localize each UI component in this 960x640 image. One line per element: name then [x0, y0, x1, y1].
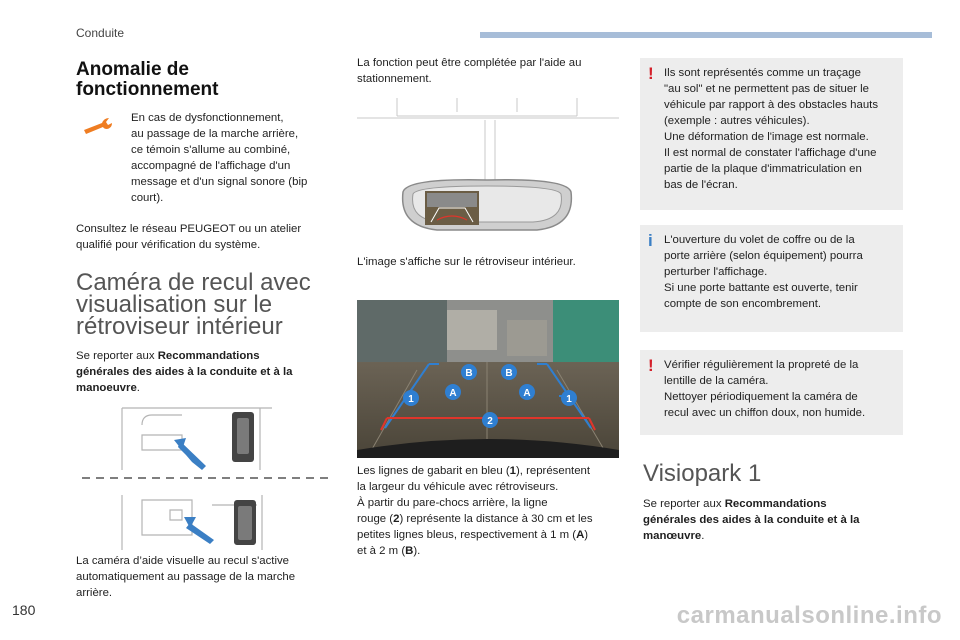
guide-label-b-left — [461, 364, 477, 380]
svg-text:1: 1 — [408, 394, 414, 405]
guide-lines-text: Les lignes de gabarit en bleu (1), représentent la largeur du véhicule avec rétroviseurs. À partir du pare-chocs arrière, la ligne rouge (2) représente la distance à 30 cm et les petites lignes bleus, respectivement à 1 m (A) et à 2 m (B). — [357, 465, 593, 557]
camera-caption: La caméra d’aide visuelle au recul s'active automatiquement au passage de la marche arrière. — [76, 555, 296, 599]
intro-text: La fonction peut être complétée par l'aide au stationnement. — [357, 57, 582, 85]
mirror-illustration — [357, 96, 619, 238]
svg-text:A: A — [449, 388, 457, 399]
guide-label-1-right — [561, 390, 577, 406]
guide-label-a-right — [519, 384, 535, 400]
warning-icon: ! — [648, 64, 654, 83]
watermark: carmanualsonline.info — [676, 602, 942, 629]
warning-text: Ils sont représentés comme un traçage "au sol" et ne permettent pas de situer le véhicule par rapport à des obstacles hauts (exemple : autres véhicules). Une déformation de l'image est normale. Il est normal de constater l'affichage d'une partie de la plaque d'immatriculation en bas de l'écran. — [664, 67, 879, 191]
visiopark-heading: Visiopark 1 — [643, 460, 762, 487]
camera-view-illustration — [357, 300, 619, 458]
header-accent-bar — [480, 32, 932, 38]
svg-text:2: 2 — [487, 416, 493, 427]
info-icon: i — [648, 231, 653, 250]
warning-icon: ! — [648, 356, 654, 375]
info-box-door — [640, 225, 903, 332]
camera-refer-text: Se reporter aux Recommandations générales des aides à la conduite et à la manoeuvre. — [76, 350, 293, 394]
warning-text: Vérifier régulièrement la propreté de la lentille de la caméra. Nettoyer périodiquement la caméra de recul avec un chiffon doux, non humide. — [664, 359, 866, 419]
guide-label-1-left — [403, 390, 419, 406]
warning-box-display — [640, 58, 903, 210]
warning-box-lens — [640, 350, 903, 435]
guide-label-b-right — [501, 364, 517, 380]
svg-text:B: B — [465, 368, 473, 379]
guide-label-a-left — [445, 384, 461, 400]
consult-text: Consultez le réseau PEUGEOT ou un atelier qualifié pour vérification du système. — [76, 223, 302, 251]
svg-text:A: A — [523, 388, 531, 399]
mirror-caption: L'image s'affiche sur le rétroviseur intérieur. — [357, 256, 576, 268]
anomaly-heading: Anomalie de fonctionnement — [76, 59, 219, 100]
wrench-icon — [82, 116, 114, 136]
chapter-title: Conduite — [76, 26, 125, 40]
camera-heading: Caméra de recul avec visualisation sur le rétroviseur intérieur — [76, 269, 311, 340]
visiopark-refer-text: Se reporter aux Recommandations générales des aides à la conduite et à la manœuvre. — [643, 498, 860, 542]
svg-text:1: 1 — [566, 394, 572, 405]
page-number: 180 — [12, 602, 36, 618]
guide-label-2 — [482, 412, 498, 428]
info-text: L'ouverture du volet de coffre ou de la porte arrière (selon équipement) pourra perturber l'affichage. Si une porte battante est ouverte, tenir compte de son encombrement. — [664, 234, 863, 310]
anomaly-text: En cas de dysfonctionnement, au passage de la marche arrière, ce témoin s'allume au combiné, accompagné de l'affichage d'un message et d'un signal sonore (bip court). — [131, 112, 308, 204]
van-rear-illustration — [82, 400, 342, 550]
svg-text:B: B — [505, 368, 513, 379]
